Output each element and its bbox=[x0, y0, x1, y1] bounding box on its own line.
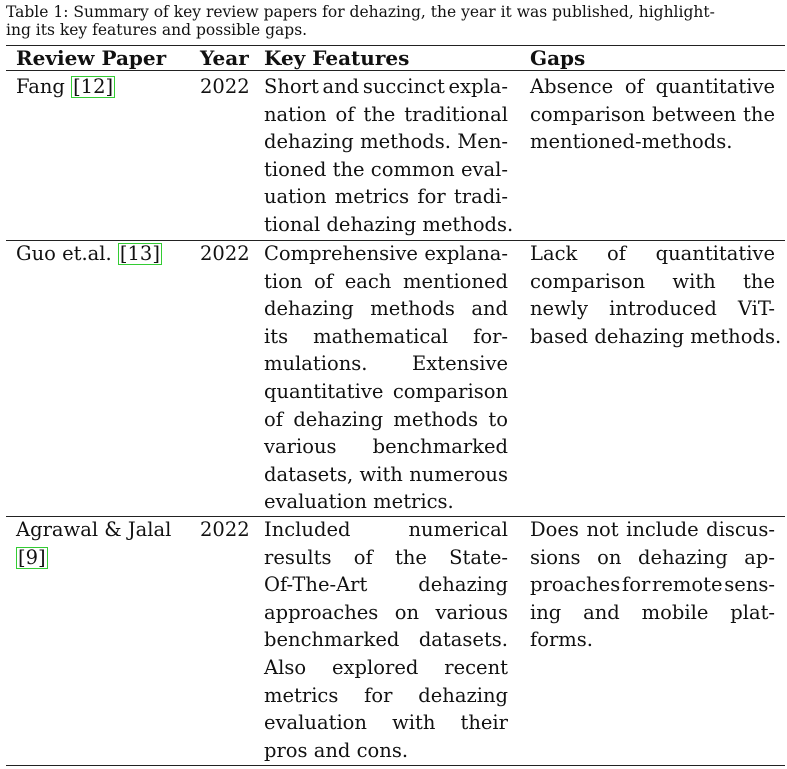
cell-word: of bbox=[335, 102, 355, 126]
cell-line bbox=[530, 73, 775, 101]
cell-word: of bbox=[314, 269, 334, 293]
cell-line bbox=[264, 73, 508, 101]
cell-word: of bbox=[264, 407, 283, 431]
cell-word: approaches bbox=[264, 600, 379, 624]
cell-line bbox=[264, 323, 508, 351]
cell-word: with bbox=[672, 269, 716, 293]
cell-line bbox=[264, 599, 508, 627]
cell-line bbox=[264, 654, 508, 682]
cell-line bbox=[530, 516, 775, 544]
cell-word: Men- bbox=[457, 130, 508, 154]
paper-name: Fang bbox=[16, 75, 65, 98]
cell-word: ViT- bbox=[737, 297, 775, 321]
header-review-paper: Review Paper bbox=[16, 46, 167, 70]
cell-word: Lack bbox=[530, 242, 578, 265]
cell-line bbox=[264, 350, 508, 378]
cell-word: mathematical bbox=[313, 324, 449, 348]
cell-word: include bbox=[626, 518, 699, 541]
cell-word: Of-The-Art bbox=[264, 573, 368, 597]
cell-word: for bbox=[621, 573, 651, 597]
cell-word: remote bbox=[652, 573, 723, 597]
cell-line bbox=[530, 544, 775, 572]
cell-line bbox=[264, 268, 508, 296]
cell-word: uation bbox=[264, 185, 327, 209]
row-agrawal-paper bbox=[16, 516, 196, 571]
cell-line bbox=[264, 295, 508, 323]
row-agrawal-year: 2022 bbox=[200, 518, 250, 541]
cell-word: explored bbox=[332, 655, 419, 679]
cell-word: Extensive bbox=[412, 352, 508, 376]
cell-line bbox=[264, 626, 508, 654]
cell-word: benchmarked bbox=[264, 628, 400, 652]
row-fang-paper bbox=[16, 73, 196, 101]
cell-word: not bbox=[586, 518, 619, 541]
caption-line: ing its key features and possible gaps. bbox=[6, 21, 308, 39]
cell-word: dehazing bbox=[264, 297, 354, 321]
cell-word: for bbox=[417, 185, 446, 209]
cell-word: the bbox=[743, 269, 775, 293]
cell-word: quantitative bbox=[655, 242, 775, 265]
cell-word: Short bbox=[264, 75, 319, 98]
cell-word: Does bbox=[530, 518, 579, 541]
cell-word: mobile bbox=[641, 600, 709, 624]
cell-word: and bbox=[471, 297, 508, 321]
cell-line bbox=[264, 156, 508, 184]
cell-line bbox=[264, 378, 508, 406]
cell-line bbox=[530, 295, 775, 323]
row-guo-features bbox=[264, 240, 508, 516]
header-year: Year bbox=[200, 46, 249, 70]
cell-word: common bbox=[370, 157, 455, 181]
row-guo-gaps bbox=[530, 240, 782, 350]
cell-word: various bbox=[435, 600, 508, 624]
cell-word: methods. bbox=[360, 130, 451, 154]
cell-word: evaluation bbox=[264, 711, 367, 735]
cell-word: between bbox=[651, 102, 737, 126]
cell-word: the bbox=[743, 102, 775, 126]
cell-word: and bbox=[322, 75, 360, 98]
cell-word: comparison bbox=[392, 379, 508, 403]
cell-word: dehazing bbox=[293, 407, 384, 431]
cell-line bbox=[264, 709, 508, 737]
cell-word: metrics bbox=[264, 683, 339, 707]
cell-word: metrics bbox=[334, 185, 410, 209]
cell-word: State- bbox=[449, 545, 508, 569]
cell-word: tradi- bbox=[453, 185, 508, 209]
cell-word: various bbox=[264, 435, 337, 459]
cell-word: datasets, bbox=[264, 462, 354, 486]
cell-word: for bbox=[364, 683, 393, 707]
caption-line: Table 1: Summary of key review papers for dehazing, the year it was published, highlight- bbox=[6, 3, 715, 21]
cell-word: numerical bbox=[408, 518, 508, 541]
cell-line bbox=[264, 406, 508, 434]
cell-word: nation bbox=[264, 102, 327, 126]
cell-word: datasets. bbox=[418, 628, 508, 652]
cell-word: with bbox=[359, 462, 403, 486]
row-agrawal-features bbox=[264, 516, 508, 764]
cell-word: of bbox=[606, 242, 626, 265]
cell-word: quantitative bbox=[655, 75, 775, 98]
row-agrawal-gaps bbox=[530, 516, 775, 654]
row-fang-year: 2022 bbox=[200, 75, 250, 98]
cell-word: mulations. bbox=[264, 352, 368, 376]
citation-link[interactable]: [12] bbox=[73, 75, 114, 98]
cell-line bbox=[264, 544, 508, 572]
cell-line: based dehazing methods. bbox=[530, 324, 782, 348]
cell-word: eval- bbox=[460, 157, 508, 181]
cell-word: sions bbox=[530, 545, 581, 569]
cell-word: dehazing bbox=[264, 130, 354, 154]
cell-line bbox=[530, 268, 775, 296]
cell-line bbox=[264, 433, 508, 461]
cell-line: forms. bbox=[530, 628, 593, 652]
cell-word: their bbox=[460, 711, 508, 735]
citation-link[interactable]: [13] bbox=[119, 242, 160, 265]
cell-word: quantitative bbox=[264, 379, 384, 403]
cell-word: tioned bbox=[264, 157, 327, 181]
header-key-features: Key Features bbox=[264, 46, 410, 70]
cell-word: to bbox=[488, 407, 508, 431]
citation-link[interactable]: [9] bbox=[18, 545, 46, 569]
cell-word: and bbox=[583, 600, 620, 624]
row-fang-gaps bbox=[530, 73, 775, 156]
cell-word: sens- bbox=[724, 573, 775, 597]
cell-line bbox=[530, 101, 775, 129]
cell-line bbox=[530, 240, 775, 268]
cell-word: results bbox=[264, 545, 332, 569]
cell-word: benchmarked bbox=[372, 435, 508, 459]
paper-name: Agrawal & Jalal bbox=[16, 518, 172, 541]
cell-word: mentioned bbox=[403, 269, 508, 293]
paper-name: Guo et.al. bbox=[16, 242, 112, 265]
cell-line bbox=[264, 183, 508, 211]
cell-line bbox=[264, 128, 508, 156]
cell-word: tion bbox=[264, 269, 303, 293]
table-caption bbox=[6, 3, 766, 39]
cell-word: Comprehensive bbox=[264, 242, 418, 265]
cell-word: comparison bbox=[530, 269, 646, 293]
cell-word: dehazing bbox=[418, 573, 508, 597]
cell-word: dehazing bbox=[637, 545, 728, 569]
cell-line: evaluation metrics. bbox=[264, 490, 454, 514]
cell-word: the bbox=[363, 102, 396, 126]
cell-word: succinct bbox=[362, 75, 445, 98]
cell-line bbox=[264, 240, 508, 268]
header-gaps: Gaps bbox=[530, 46, 586, 70]
cell-word: for- bbox=[473, 324, 508, 348]
cell-line: tional dehazing methods. bbox=[264, 212, 514, 236]
cell-word: introduced bbox=[609, 297, 717, 321]
cell-word: the bbox=[332, 157, 365, 181]
cell-word: plat- bbox=[730, 600, 775, 624]
cell-word: on bbox=[597, 545, 622, 569]
cell-word: traditional bbox=[404, 102, 508, 126]
cell-word: numerous bbox=[409, 462, 508, 486]
cell-word: the bbox=[394, 545, 427, 569]
cell-word: ap- bbox=[744, 545, 775, 569]
cell-word: Also bbox=[264, 655, 307, 679]
cell-line: pros and cons. bbox=[264, 738, 409, 762]
cell-word: of bbox=[353, 545, 373, 569]
cell-line bbox=[264, 571, 508, 599]
cell-word: each bbox=[344, 269, 392, 293]
cell-word: ing bbox=[530, 600, 562, 624]
cell-word: expla- bbox=[448, 75, 508, 98]
cell-word: methods bbox=[393, 407, 479, 431]
cell-line bbox=[530, 571, 775, 599]
cell-word: newly bbox=[530, 297, 589, 321]
cell-word: of bbox=[624, 75, 644, 98]
cell-line bbox=[264, 682, 508, 710]
cell-word: discus- bbox=[706, 518, 775, 541]
row-fang-features bbox=[264, 73, 514, 239]
cell-line bbox=[264, 516, 508, 544]
cell-word: explana- bbox=[424, 242, 508, 265]
table-bottom-rule bbox=[6, 765, 785, 766]
cell-word: proaches bbox=[530, 573, 621, 597]
cell-word: Absence bbox=[530, 75, 614, 98]
cell-line: mentioned-methods. bbox=[530, 130, 733, 154]
cell-word: Included bbox=[264, 518, 351, 541]
row-guo-paper bbox=[16, 240, 196, 268]
cell-line bbox=[264, 461, 508, 489]
cell-word: with bbox=[392, 711, 436, 735]
cell-line bbox=[264, 101, 508, 129]
row-guo-year: 2022 bbox=[200, 242, 250, 265]
cell-word: recent bbox=[444, 655, 508, 679]
cell-word: comparison bbox=[530, 102, 646, 126]
cell-word: on bbox=[394, 600, 420, 624]
cell-word: its bbox=[264, 324, 289, 348]
cell-line bbox=[530, 599, 775, 627]
cell-word: methods bbox=[370, 297, 455, 321]
cell-word: dehazing bbox=[418, 683, 508, 707]
